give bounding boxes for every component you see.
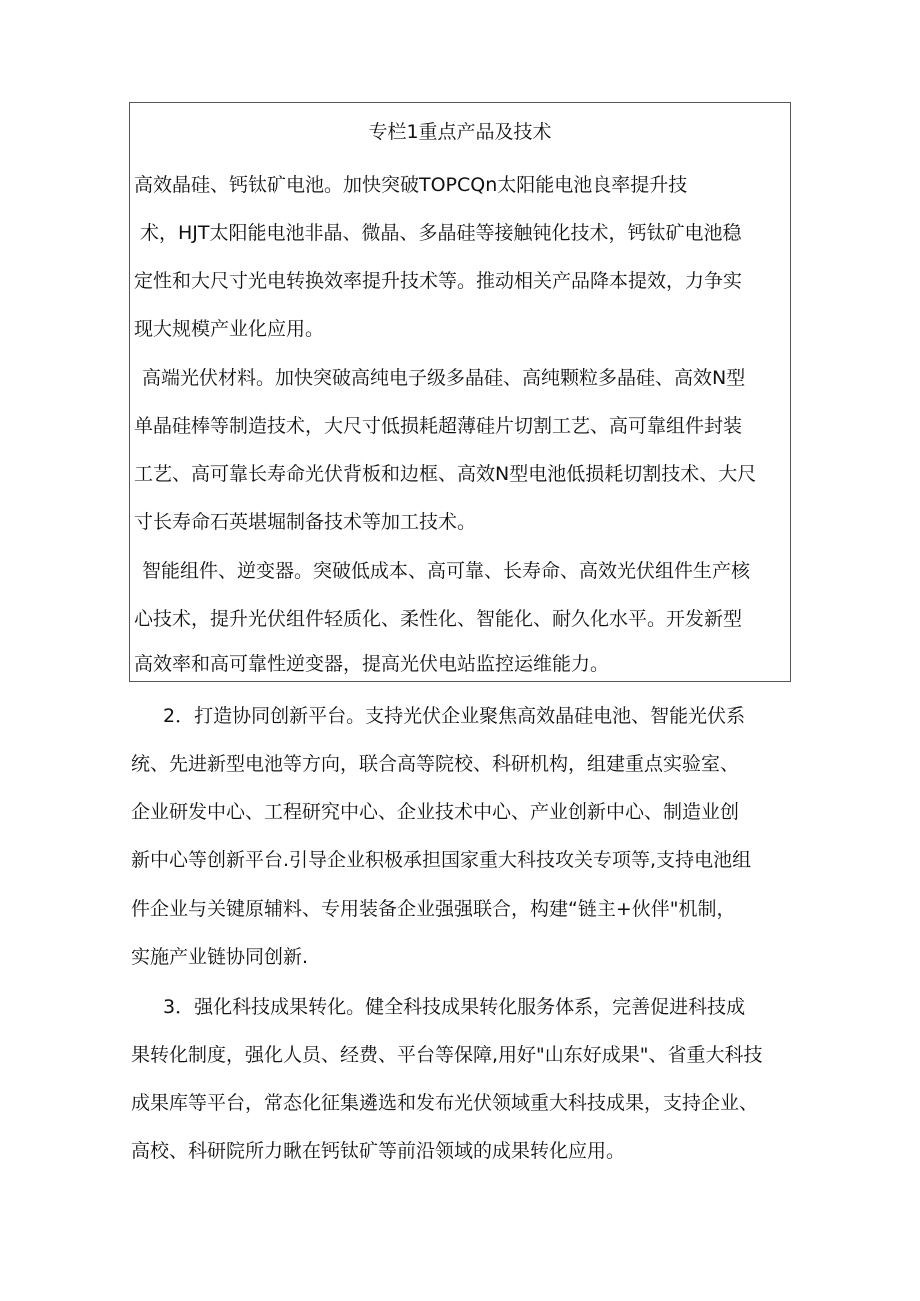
column-box-line: 单晶硅棒等制造技术，大尺寸低损耗超薄硅片切割工艺、高可靠组件封装 [134,415,743,437]
paragraph-line: 企业研发中心、工程研究中心、企业技术中心、产业创新中心、制造业创 [131,801,740,823]
column-box-line: 心技术，提升光伏组件轻质化、柔性化、智能化、耐久化水平。开发新型 [134,608,743,630]
column-box-line: 现大规模产业化应用。 [134,318,325,340]
column-box-line: 高端光伏材料。加快突破高纯电子级多晶硅、高纯颗粒多晶硅、高效N型 [142,367,746,389]
paragraph-line: 新中心等创新平台.引导企业积极承担国家重大科技攻关专项等,支持电池组 [131,849,752,871]
paragraph-line: 统、先进新型电池等方向，联合高等院校、科研机构，组建重点实验室、 [131,753,740,775]
column-box-line: 高效率和高可靠性逆变器，提高光伏电站监控运维能力。 [134,653,610,675]
paragraph-line: 3．强化科技成果转化。健全科技成果转化服务体系，完善促进科技成 [163,996,746,1018]
paragraph-line: 成果库等平台，常态化征集遴选和发布光伏领域重大科技成果，支持企业、 [131,1092,759,1114]
paragraph-line: 果转化制度，强化人员、经费、平台等保障,用好"山东好成果"、省重大科技 [131,1044,763,1066]
column-box-line: 工艺、高可靠长寿命光伏背板和边框、高效N型电池低损耗切割技术、大尺 [134,463,757,485]
paragraph-line: 2．打造协同创新平台。支持光伏企业聚焦高效晶硅电池、智能光伏系 [163,705,746,727]
column-box-line: 术，HJT太阳能电池非晶、微晶、多晶硅等接触钝化技术，钙钛矿电池稳 [140,222,742,244]
column-box-line: 寸长寿命石英堪堀制备技术等加工技术。 [134,511,477,533]
paragraph-line: 实施产业链协同创新. [131,946,309,968]
paragraph-line: 件企业与关键原辅料、专用装备企业强强联合，构建“链主+伙伴"机制， [131,898,736,920]
column-box-line: 定性和大尺寸光电转换效率提升技术等。推动相关产品降本提效，力争实 [134,270,743,292]
column-box-line: 智能组件、逆变器。突破低成本、高可靠、长寿命、高效光伏组件生产核 [142,560,751,582]
column-box-title: 专栏1重点产品及技术 [368,121,552,143]
column-box [129,102,791,682]
paragraph-line: 高校、科研院所力瞅在钙钛矿等前沿领域的成果转化应用。 [131,1140,626,1162]
column-box-line: 高效晶硅、钙钛矿电池。加快突破TOPCQn太阳能电池良率提升技 [134,174,688,196]
